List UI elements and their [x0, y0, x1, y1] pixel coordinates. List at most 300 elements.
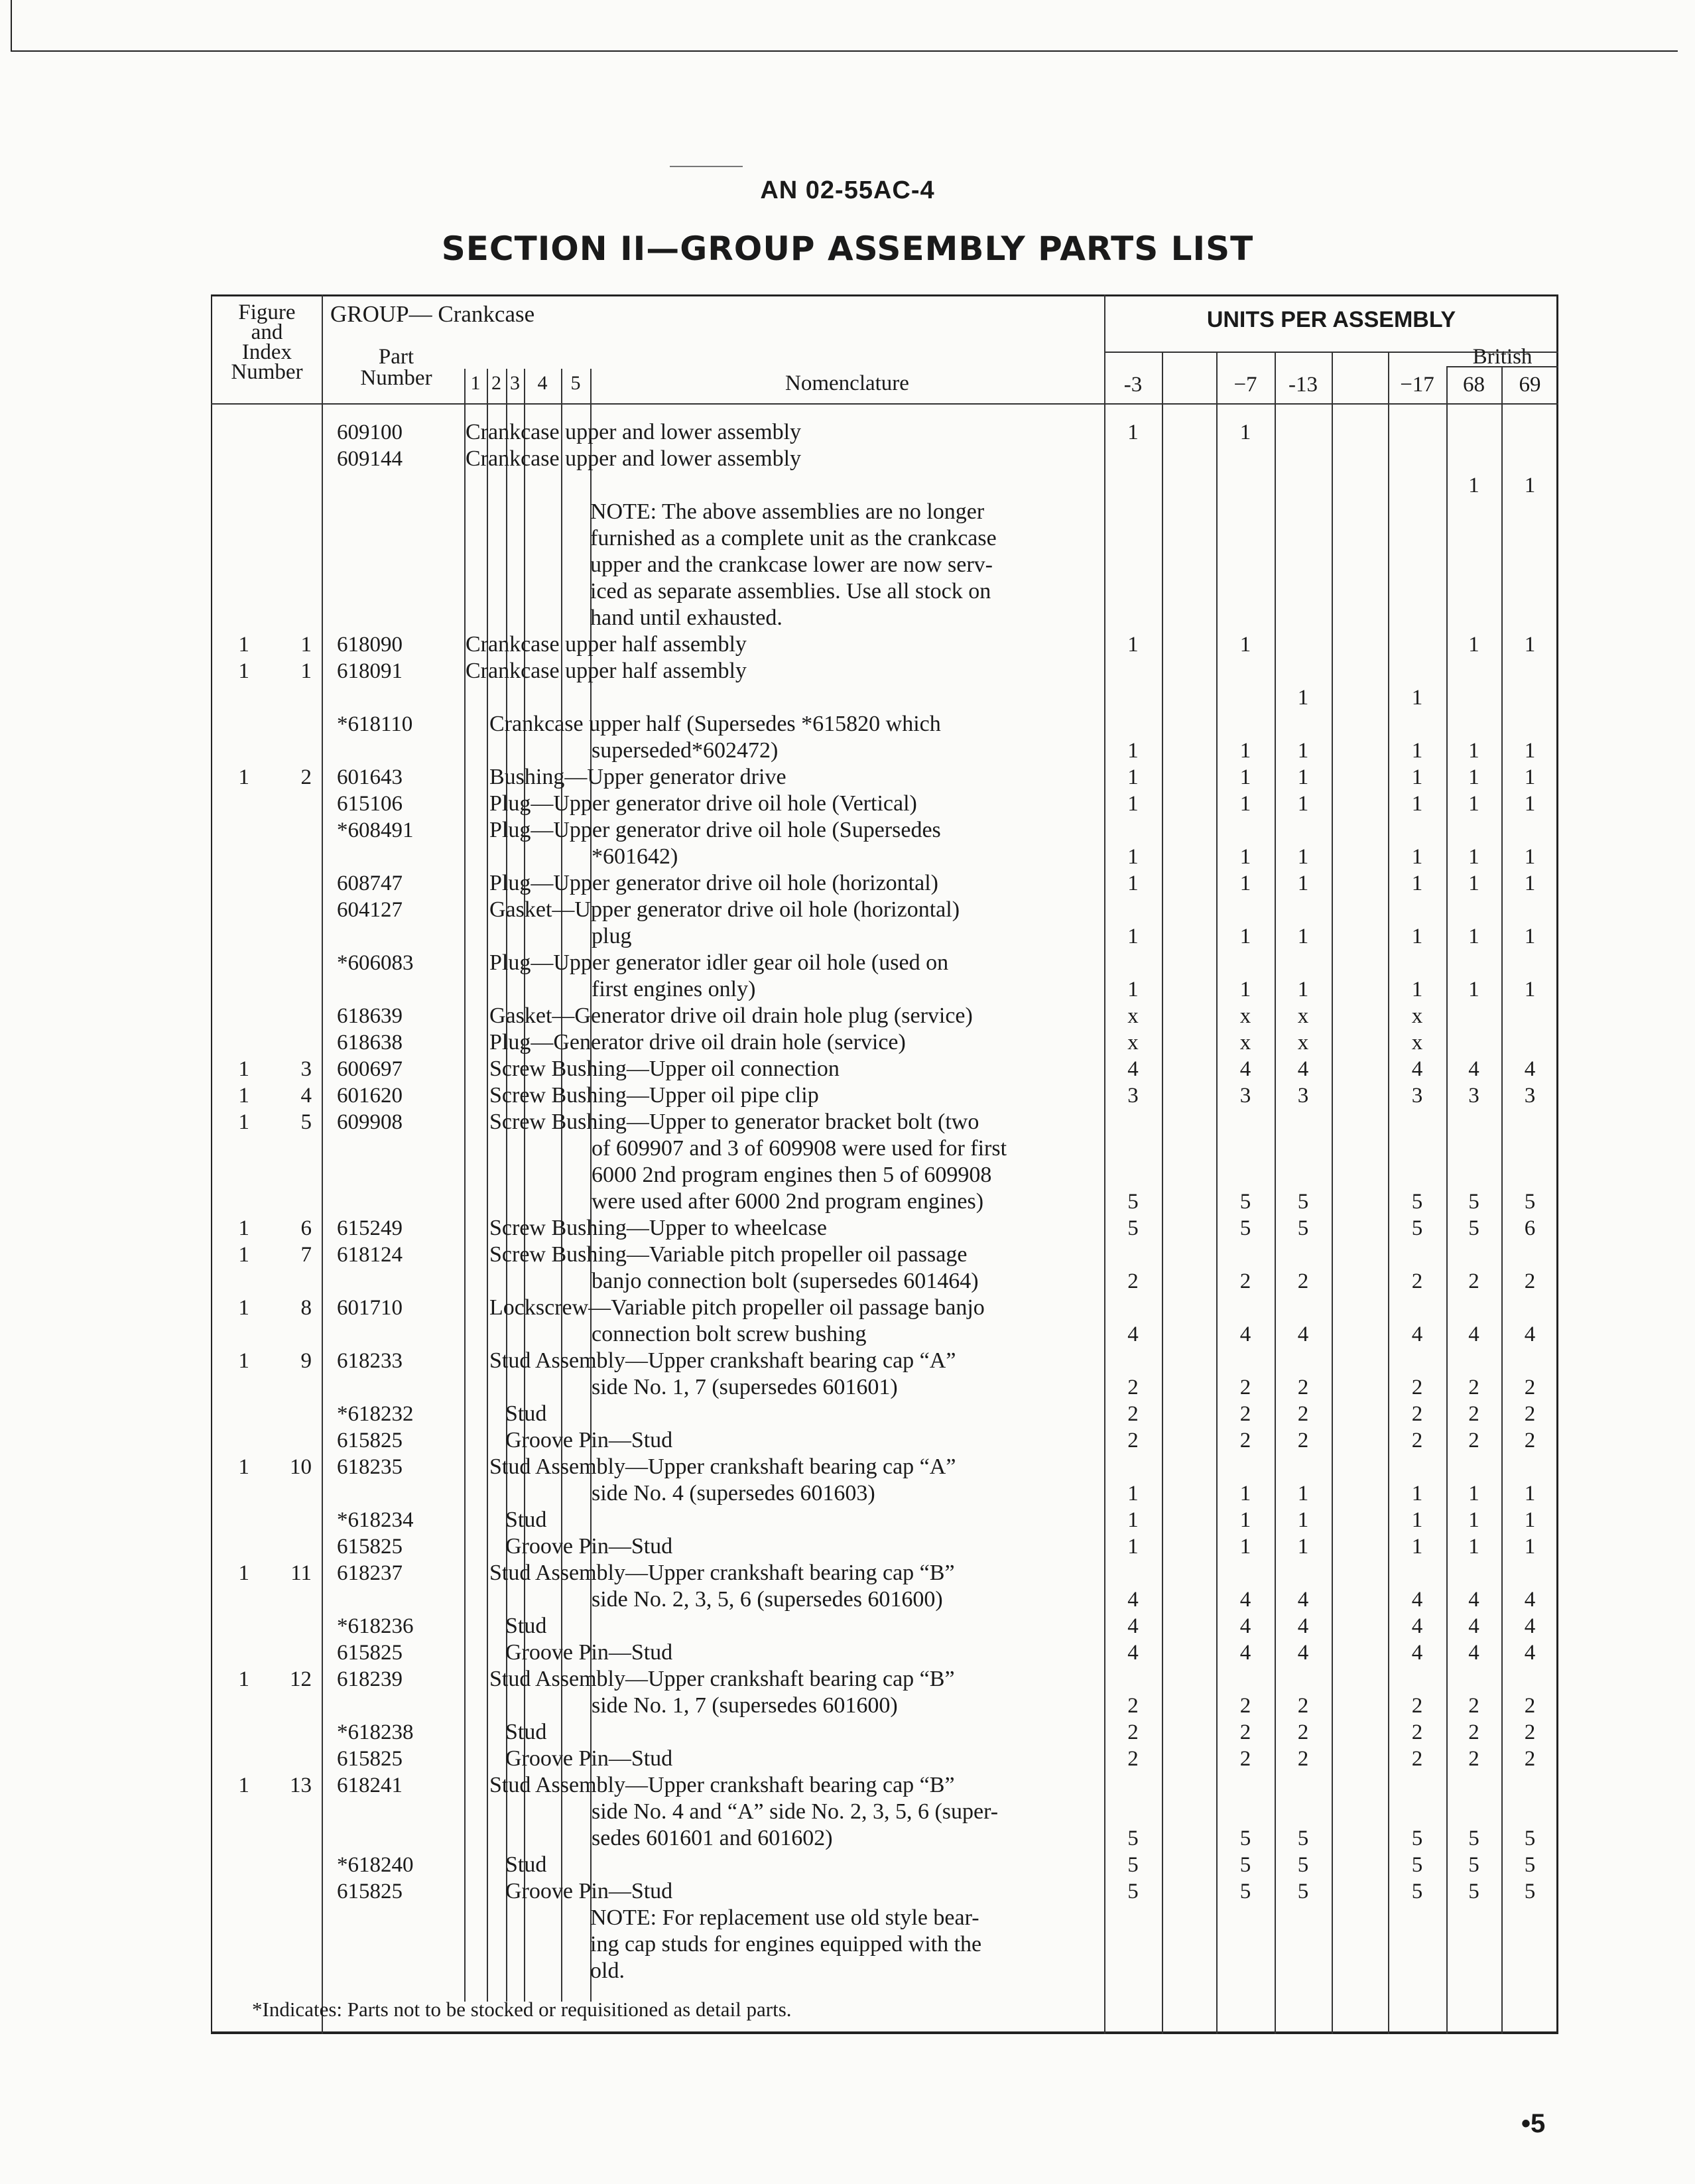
part-number: *618238 [337, 1720, 414, 1744]
index-number: 3 [300, 1057, 312, 1081]
units-value: 2 [1468, 1376, 1479, 1399]
units-value: 1 [1468, 978, 1479, 1001]
figure-number: 1 [238, 1296, 249, 1320]
header-indent-level: 4 [537, 372, 548, 394]
units-value: 1 [1239, 845, 1251, 869]
units-value: 1 [1239, 739, 1251, 763]
units-value: 1 [1239, 871, 1251, 895]
nomenclature-line: Screw Bushing—Variable pitch propeller oil passage [489, 1242, 968, 1267]
units-value: 4 [1411, 1322, 1423, 1346]
decorative-dash [670, 166, 743, 167]
units-value: 4 [1297, 1588, 1309, 1612]
units-value: 5 [1468, 1190, 1479, 1214]
units-value: 4 [1524, 1322, 1536, 1346]
units-value: 5 [1239, 1880, 1251, 1903]
units-value: 1 [1239, 925, 1251, 948]
units-value: 3 [1239, 1084, 1251, 1108]
units-value: 1 [1297, 1482, 1309, 1506]
nomenclature-line: Groove Pin—Stud [505, 1879, 673, 1903]
units-value: 1 [1127, 792, 1139, 816]
units-value: x [1411, 1004, 1423, 1028]
nomenclature-line: banjo connection bolt (supersedes 601464) [592, 1269, 979, 1293]
units-value: 5 [1411, 1190, 1423, 1214]
units-value: 1 [1297, 925, 1309, 948]
part-number: 618091 [337, 659, 403, 683]
nomenclature-line: NOTE: The above assemblies are no longer [590, 499, 985, 524]
units-value: 1 [1239, 1535, 1251, 1559]
units-value: 4 [1468, 1322, 1479, 1346]
units-value: 2 [1127, 1747, 1139, 1771]
units-value: 4 [1524, 1641, 1536, 1665]
nomenclature-line: Stud [505, 1401, 547, 1426]
nomenclature-line: Groove Pin—Stud [505, 1428, 673, 1452]
units-value: 1 [1468, 792, 1479, 816]
units-value: 1 [1524, 978, 1536, 1001]
units-value: 2 [1239, 1720, 1251, 1744]
document-number: AN 02-55AC-4 [760, 176, 935, 204]
nomenclature-line: Plug—Upper generator drive oil hole (Vertical) [489, 791, 917, 816]
units-value: 1 [1468, 474, 1479, 497]
units-value: 1 [1127, 739, 1139, 763]
header-unit-column: -3 [1123, 373, 1143, 397]
units-value: 1 [1468, 871, 1479, 895]
units-value: 5 [1127, 1190, 1139, 1214]
units-value: 2 [1524, 1747, 1536, 1771]
nomenclature-line: ing cap studs for engines equipped with the [590, 1932, 982, 1957]
units-value: x [1127, 1004, 1139, 1028]
units-value: 4 [1468, 1057, 1479, 1081]
units-value: 1 [1411, 925, 1423, 948]
units-value: 1 [1524, 739, 1536, 763]
units-value: 4 [1297, 1322, 1309, 1346]
units-value: 1 [1411, 1482, 1423, 1506]
header-figure-index: Index [241, 340, 292, 364]
section-title: SECTION II—GROUP ASSEMBLY PARTS LIST [441, 229, 1254, 268]
units-value: 1 [1127, 633, 1139, 657]
nomenclature-line: side No. 1, 7 (supersedes 601600) [592, 1693, 898, 1718]
nomenclature-line: furnished as a complete unit as the crankcase [590, 526, 997, 550]
nomenclature-line: Screw Bushing—Upper to wheelcase [489, 1216, 827, 1240]
units-value: 2 [1127, 1429, 1139, 1452]
units-value: 1 [1524, 633, 1536, 657]
nomenclature-line: Plug—Upper generator drive oil hole (Supersedes [489, 818, 941, 842]
units-value: 2 [1411, 1402, 1423, 1426]
header-nomenclature: Nomenclature [785, 371, 909, 395]
units-value: 1 [1468, 739, 1479, 763]
units-value: 5 [1297, 1827, 1309, 1850]
units-value: x [1297, 1031, 1309, 1055]
units-value: 4 [1239, 1641, 1251, 1665]
units-value: 2 [1127, 1376, 1139, 1399]
units-value: 5 [1411, 1880, 1423, 1903]
units-value: 2 [1297, 1429, 1309, 1452]
index-number: 11 [290, 1561, 312, 1585]
units-value: 1 [1411, 765, 1423, 789]
units-value: 1 [1127, 765, 1139, 789]
part-number: 601620 [337, 1084, 403, 1108]
units-value: 5 [1297, 1216, 1309, 1240]
units-value: 4 [1239, 1057, 1251, 1081]
units-value: 4 [1297, 1614, 1309, 1638]
index-number: 1 [300, 659, 312, 683]
units-value: 5 [1468, 1853, 1479, 1877]
units-value: 2 [1127, 1269, 1139, 1293]
nomenclature-line: Stud Assembly—Upper crankshaft bearing cap “B” [489, 1773, 955, 1797]
units-value: 1 [1239, 978, 1251, 1001]
part-number: *606083 [337, 951, 414, 975]
part-number: *618236 [337, 1614, 414, 1638]
part-number: 615825 [337, 1641, 403, 1665]
units-value: 2 [1411, 1720, 1423, 1744]
units-value: 2 [1524, 1402, 1536, 1426]
units-value: x [1127, 1031, 1139, 1055]
crop-mark-top [11, 50, 1678, 52]
units-value: 2 [1468, 1720, 1479, 1744]
units-value: 4 [1411, 1641, 1423, 1665]
units-value: 2 [1411, 1269, 1423, 1293]
figure-number: 1 [238, 1057, 249, 1081]
units-value: 2 [1411, 1694, 1423, 1718]
units-value: 4 [1127, 1588, 1139, 1612]
units-value: 3 [1468, 1084, 1479, 1108]
units-value: 3 [1127, 1084, 1139, 1108]
units-value: 5 [1297, 1853, 1309, 1877]
units-value: 2 [1239, 1429, 1251, 1452]
part-number: 618638 [337, 1031, 403, 1055]
units-value: 4 [1127, 1614, 1139, 1638]
units-value: 1 [1297, 1508, 1309, 1532]
units-value: 4 [1127, 1641, 1139, 1665]
units-value: 2 [1239, 1269, 1251, 1293]
part-number: *618234 [337, 1508, 414, 1532]
nomenclature-line: Screw Bushing—Upper oil pipe clip [489, 1083, 819, 1108]
units-value: 5 [1127, 1216, 1139, 1240]
header-divider [211, 403, 1558, 405]
units-value: 1 [1411, 1535, 1423, 1559]
units-value: 1 [1239, 633, 1251, 657]
units-value: 2 [1468, 1747, 1479, 1771]
units-value: 1 [1468, 925, 1479, 948]
part-number: 609100 [337, 420, 403, 444]
crop-mark-left [11, 0, 12, 52]
units-value: 6 [1524, 1216, 1536, 1240]
nomenclature-line: old. [590, 1959, 625, 1983]
units-value: 1 [1297, 1535, 1309, 1559]
nomenclature-line: Crankcase upper and lower assembly [466, 420, 802, 444]
units-value: 5 [1468, 1216, 1479, 1240]
nomenclature-line: Gasket—Generator drive oil drain hole plug (service) [489, 1003, 973, 1028]
header-figure-index: Figure [238, 300, 296, 324]
nomenclature-line: iced as separate assemblies. Use all stock on [590, 579, 991, 604]
units-value: 1 [1297, 765, 1309, 789]
units-value: 1 [1239, 792, 1251, 816]
units-column-divider [1104, 294, 1105, 2034]
units-value: 1 [1127, 420, 1139, 444]
units-value: 4 [1127, 1322, 1139, 1346]
nomenclature-line: Plug—Upper generator idler gear oil hole (used on [489, 950, 949, 975]
header-unit-column: 68 [1463, 373, 1485, 397]
index-number: 12 [290, 1667, 312, 1691]
nomenclature-line: plug [592, 924, 632, 948]
units-value: 2 [1524, 1720, 1536, 1744]
units-value: 1 [1297, 978, 1309, 1001]
index-number: 2 [300, 765, 312, 789]
units-value: 1 [1411, 978, 1423, 1001]
figure-number: 1 [238, 1773, 249, 1797]
figure-number: 1 [238, 1667, 249, 1691]
index-number: 8 [300, 1296, 312, 1320]
units-value: 4 [1239, 1322, 1251, 1346]
part-number: 615825 [337, 1880, 403, 1903]
units-value: 1 [1239, 420, 1251, 444]
units-value: 1 [1524, 792, 1536, 816]
units-value: 4 [1239, 1588, 1251, 1612]
nomenclature-line: superseded*602472) [592, 738, 779, 763]
nomenclature-line: Crankcase upper and lower assembly [466, 446, 802, 471]
units-value: 2 [1468, 1402, 1479, 1426]
index-number: 4 [300, 1084, 312, 1108]
indent-level-divider [487, 369, 488, 2002]
units-value: 4 [1411, 1614, 1423, 1638]
nomenclature-line: Crankcase upper half assembly [466, 659, 747, 683]
units-value: x [1239, 1004, 1251, 1028]
nomenclature-line: were used after 6000 2nd program engines) [592, 1189, 984, 1214]
part-number: 618124 [337, 1243, 403, 1267]
units-value: 4 [1411, 1588, 1423, 1612]
units-value: 2 [1411, 1429, 1423, 1452]
units-value: 1 [1411, 845, 1423, 869]
units-value: 4 [1468, 1641, 1479, 1665]
units-value: 1 [1239, 1508, 1251, 1532]
units-value: 1 [1297, 792, 1309, 816]
units-value: 2 [1239, 1376, 1251, 1399]
units-value: 2 [1297, 1402, 1309, 1426]
units-value: 3 [1297, 1084, 1309, 1108]
units-value: 2 [1127, 1694, 1139, 1718]
units-value: x [1297, 1004, 1309, 1028]
part-number: 608747 [337, 871, 403, 895]
units-value: 2 [1524, 1376, 1536, 1399]
units-value: 1 [1524, 765, 1536, 789]
units-value: 1 [1297, 871, 1309, 895]
units-value: 2 [1524, 1694, 1536, 1718]
part-number: 618239 [337, 1667, 403, 1691]
index-number: 9 [300, 1349, 312, 1373]
header-british: British [1472, 345, 1533, 369]
units-value: x [1411, 1031, 1423, 1055]
units-value: 3 [1411, 1084, 1423, 1108]
part-number: 618235 [337, 1455, 403, 1479]
units-value: 1 [1524, 871, 1536, 895]
units-value: 1 [1297, 845, 1309, 869]
nomenclature-line: sedes 601601 and 601602) [592, 1826, 833, 1850]
units-value: 1 [1411, 1508, 1423, 1532]
units-value: 2 [1411, 1747, 1423, 1771]
units-value: 5 [1239, 1190, 1251, 1214]
units-value: 1 [1524, 925, 1536, 948]
units-value: 5 [1297, 1880, 1309, 1903]
header-unit-column: −7 [1233, 373, 1257, 397]
units-value: 1 [1239, 1482, 1251, 1506]
units-value: 4 [1239, 1614, 1251, 1638]
part-number: 618237 [337, 1561, 403, 1585]
part-number: *618110 [337, 712, 413, 736]
units-value: 2 [1297, 1694, 1309, 1718]
nomenclature-line: *601642) [592, 844, 678, 869]
units-value: 2 [1297, 1747, 1309, 1771]
units-value: x [1239, 1031, 1251, 1055]
header-indent-level: 1 [470, 372, 481, 394]
part-number: 600697 [337, 1057, 403, 1081]
units-value: 2 [1524, 1269, 1536, 1293]
units-value: 5 [1239, 1216, 1251, 1240]
part-number: 615825 [337, 1535, 403, 1559]
index-number: 1 [300, 633, 312, 657]
units-value: 1 [1127, 978, 1139, 1001]
nomenclature-line: Groove Pin—Stud [505, 1534, 673, 1559]
nomenclature-line: side No. 1, 7 (supersedes 601601) [592, 1375, 898, 1399]
units-value: 1 [1468, 633, 1479, 657]
nomenclature-line: Stud [505, 1720, 547, 1744]
part-number: 609144 [337, 447, 403, 471]
header-part-number: Part [378, 345, 414, 369]
nomenclature-line: Stud [505, 1852, 547, 1877]
units-value: 2 [1239, 1402, 1251, 1426]
units-value: 2 [1239, 1694, 1251, 1718]
units-value: 1 [1239, 765, 1251, 789]
nomenclature-line: 6000 2nd program engines then 5 of 609908 [592, 1163, 992, 1187]
figure-number: 1 [238, 1455, 249, 1479]
figure-number: 1 [238, 1349, 249, 1373]
units-value: 1 [1127, 871, 1139, 895]
units-value: 2 [1524, 1429, 1536, 1452]
nomenclature-line: Gasket—Upper generator drive oil hole (horizontal) [489, 897, 960, 922]
units-value: 1 [1468, 1535, 1479, 1559]
figure-number: 1 [238, 1110, 249, 1134]
nomenclature-line: NOTE: For replacement use old style bear- [590, 1905, 979, 1930]
nomenclature-line: Plug—Upper generator drive oil hole (horizontal) [489, 871, 938, 895]
figure-number: 1 [238, 765, 249, 789]
nomenclature-line: upper and the crankcase lower are now serv- [590, 552, 993, 577]
units-value: 1 [1297, 686, 1309, 710]
header-indent-level: 3 [510, 372, 520, 394]
units-divider [1332, 352, 1333, 2034]
part-number: *608491 [337, 818, 414, 842]
index-number: 7 [300, 1243, 312, 1267]
part-number: 615249 [337, 1216, 403, 1240]
header-part-number: Number [360, 366, 432, 390]
units-value: 5 [1524, 1190, 1536, 1214]
units-value: 2 [1411, 1376, 1423, 1399]
units-value: 4 [1524, 1614, 1536, 1638]
units-value: 2 [1468, 1429, 1479, 1452]
units-value: 1 [1468, 765, 1479, 789]
figure-number: 1 [238, 1216, 249, 1240]
units-value: 5 [1127, 1853, 1139, 1877]
units-value: 2 [1127, 1402, 1139, 1426]
units-value: 4 [1524, 1588, 1536, 1612]
part-number: 615825 [337, 1747, 403, 1771]
figure-number: 1 [238, 1243, 249, 1267]
nomenclature-line: Groove Pin—Stud [505, 1746, 673, 1771]
part-number: 609908 [337, 1110, 403, 1134]
units-value: 1 [1127, 1482, 1139, 1506]
units-value: 5 [1411, 1827, 1423, 1850]
part-number: 601710 [337, 1296, 403, 1320]
units-value: 1 [1411, 686, 1423, 710]
units-value: 1 [1411, 871, 1423, 895]
part-number: *618232 [337, 1402, 414, 1426]
figure-number: 1 [238, 633, 249, 657]
units-value: 4 [1411, 1057, 1423, 1081]
header-unit-column: −17 [1400, 373, 1434, 397]
units-value: 2 [1297, 1720, 1309, 1744]
units-value: 4 [1468, 1614, 1479, 1638]
nomenclature-line: Stud Assembly—Upper crankshaft bearing cap “A” [489, 1454, 956, 1479]
nomenclature-line: Stud Assembly—Upper crankshaft bearing cap “B” [489, 1561, 955, 1585]
header-unit-column: -13 [1288, 373, 1318, 397]
part-number: 601643 [337, 765, 403, 789]
nomenclature-line: first engines only) [592, 977, 756, 1001]
units-value: 1 [1127, 1508, 1139, 1532]
units-value: 5 [1127, 1880, 1139, 1903]
part-number: 618639 [337, 1004, 403, 1028]
index-number: 13 [290, 1773, 312, 1797]
part-number: *618240 [337, 1853, 414, 1877]
footnote: *Indicates: Parts not to be stocked or requisitioned as detail parts. [252, 1998, 792, 2021]
units-value: 1 [1127, 1535, 1139, 1559]
units-value: 2 [1127, 1720, 1139, 1744]
units-value: 1 [1468, 845, 1479, 869]
units-value: 1 [1524, 474, 1536, 497]
part-number: 615825 [337, 1429, 403, 1452]
units-value: 4 [1297, 1057, 1309, 1081]
units-value: 5 [1411, 1216, 1423, 1240]
nomenclature-line: Plug—Generator drive oil drain hole (service) [489, 1030, 906, 1055]
units-value: 2 [1468, 1269, 1479, 1293]
nomenclature-line: side No. 4 (supersedes 601603) [592, 1481, 875, 1506]
part-number: 618233 [337, 1349, 403, 1373]
nomenclature-line: Lockscrew—Variable pitch propeller oil passage banjo [489, 1295, 985, 1320]
units-value: 2 [1239, 1747, 1251, 1771]
figure-column-divider [322, 294, 323, 2034]
units-value: 4 [1524, 1057, 1536, 1081]
units-value: 1 [1411, 739, 1423, 763]
nomenclature-line: connection bolt screw bushing [592, 1322, 867, 1346]
units-value: 1 [1127, 845, 1139, 869]
nomenclature-line: Stud [505, 1508, 547, 1532]
units-value: 4 [1127, 1057, 1139, 1081]
nomenclature-line: Groove Pin—Stud [505, 1640, 673, 1665]
units-value: 3 [1524, 1084, 1536, 1108]
units-value: 5 [1524, 1853, 1536, 1877]
part-number: 604127 [337, 898, 403, 922]
nomenclature-line: Stud [505, 1614, 547, 1638]
units-value: 1 [1297, 739, 1309, 763]
nomenclature-line: Bushing—Upper generator drive [489, 765, 786, 789]
units-value: 5 [1239, 1827, 1251, 1850]
header-units-per-assembly: UNITS PER ASSEMBLY [1206, 307, 1456, 332]
units-value: 4 [1468, 1588, 1479, 1612]
index-number: 6 [300, 1216, 312, 1240]
units-value: 5 [1411, 1853, 1423, 1877]
units-value: 5 [1524, 1827, 1536, 1850]
nomenclature-line: of 609907 and 3 of 609908 were used for first [592, 1136, 1007, 1161]
indent-level-divider [464, 369, 466, 2002]
units-value: 2 [1297, 1376, 1309, 1399]
units-value: 1 [1524, 845, 1536, 869]
units-value: 5 [1127, 1827, 1139, 1850]
